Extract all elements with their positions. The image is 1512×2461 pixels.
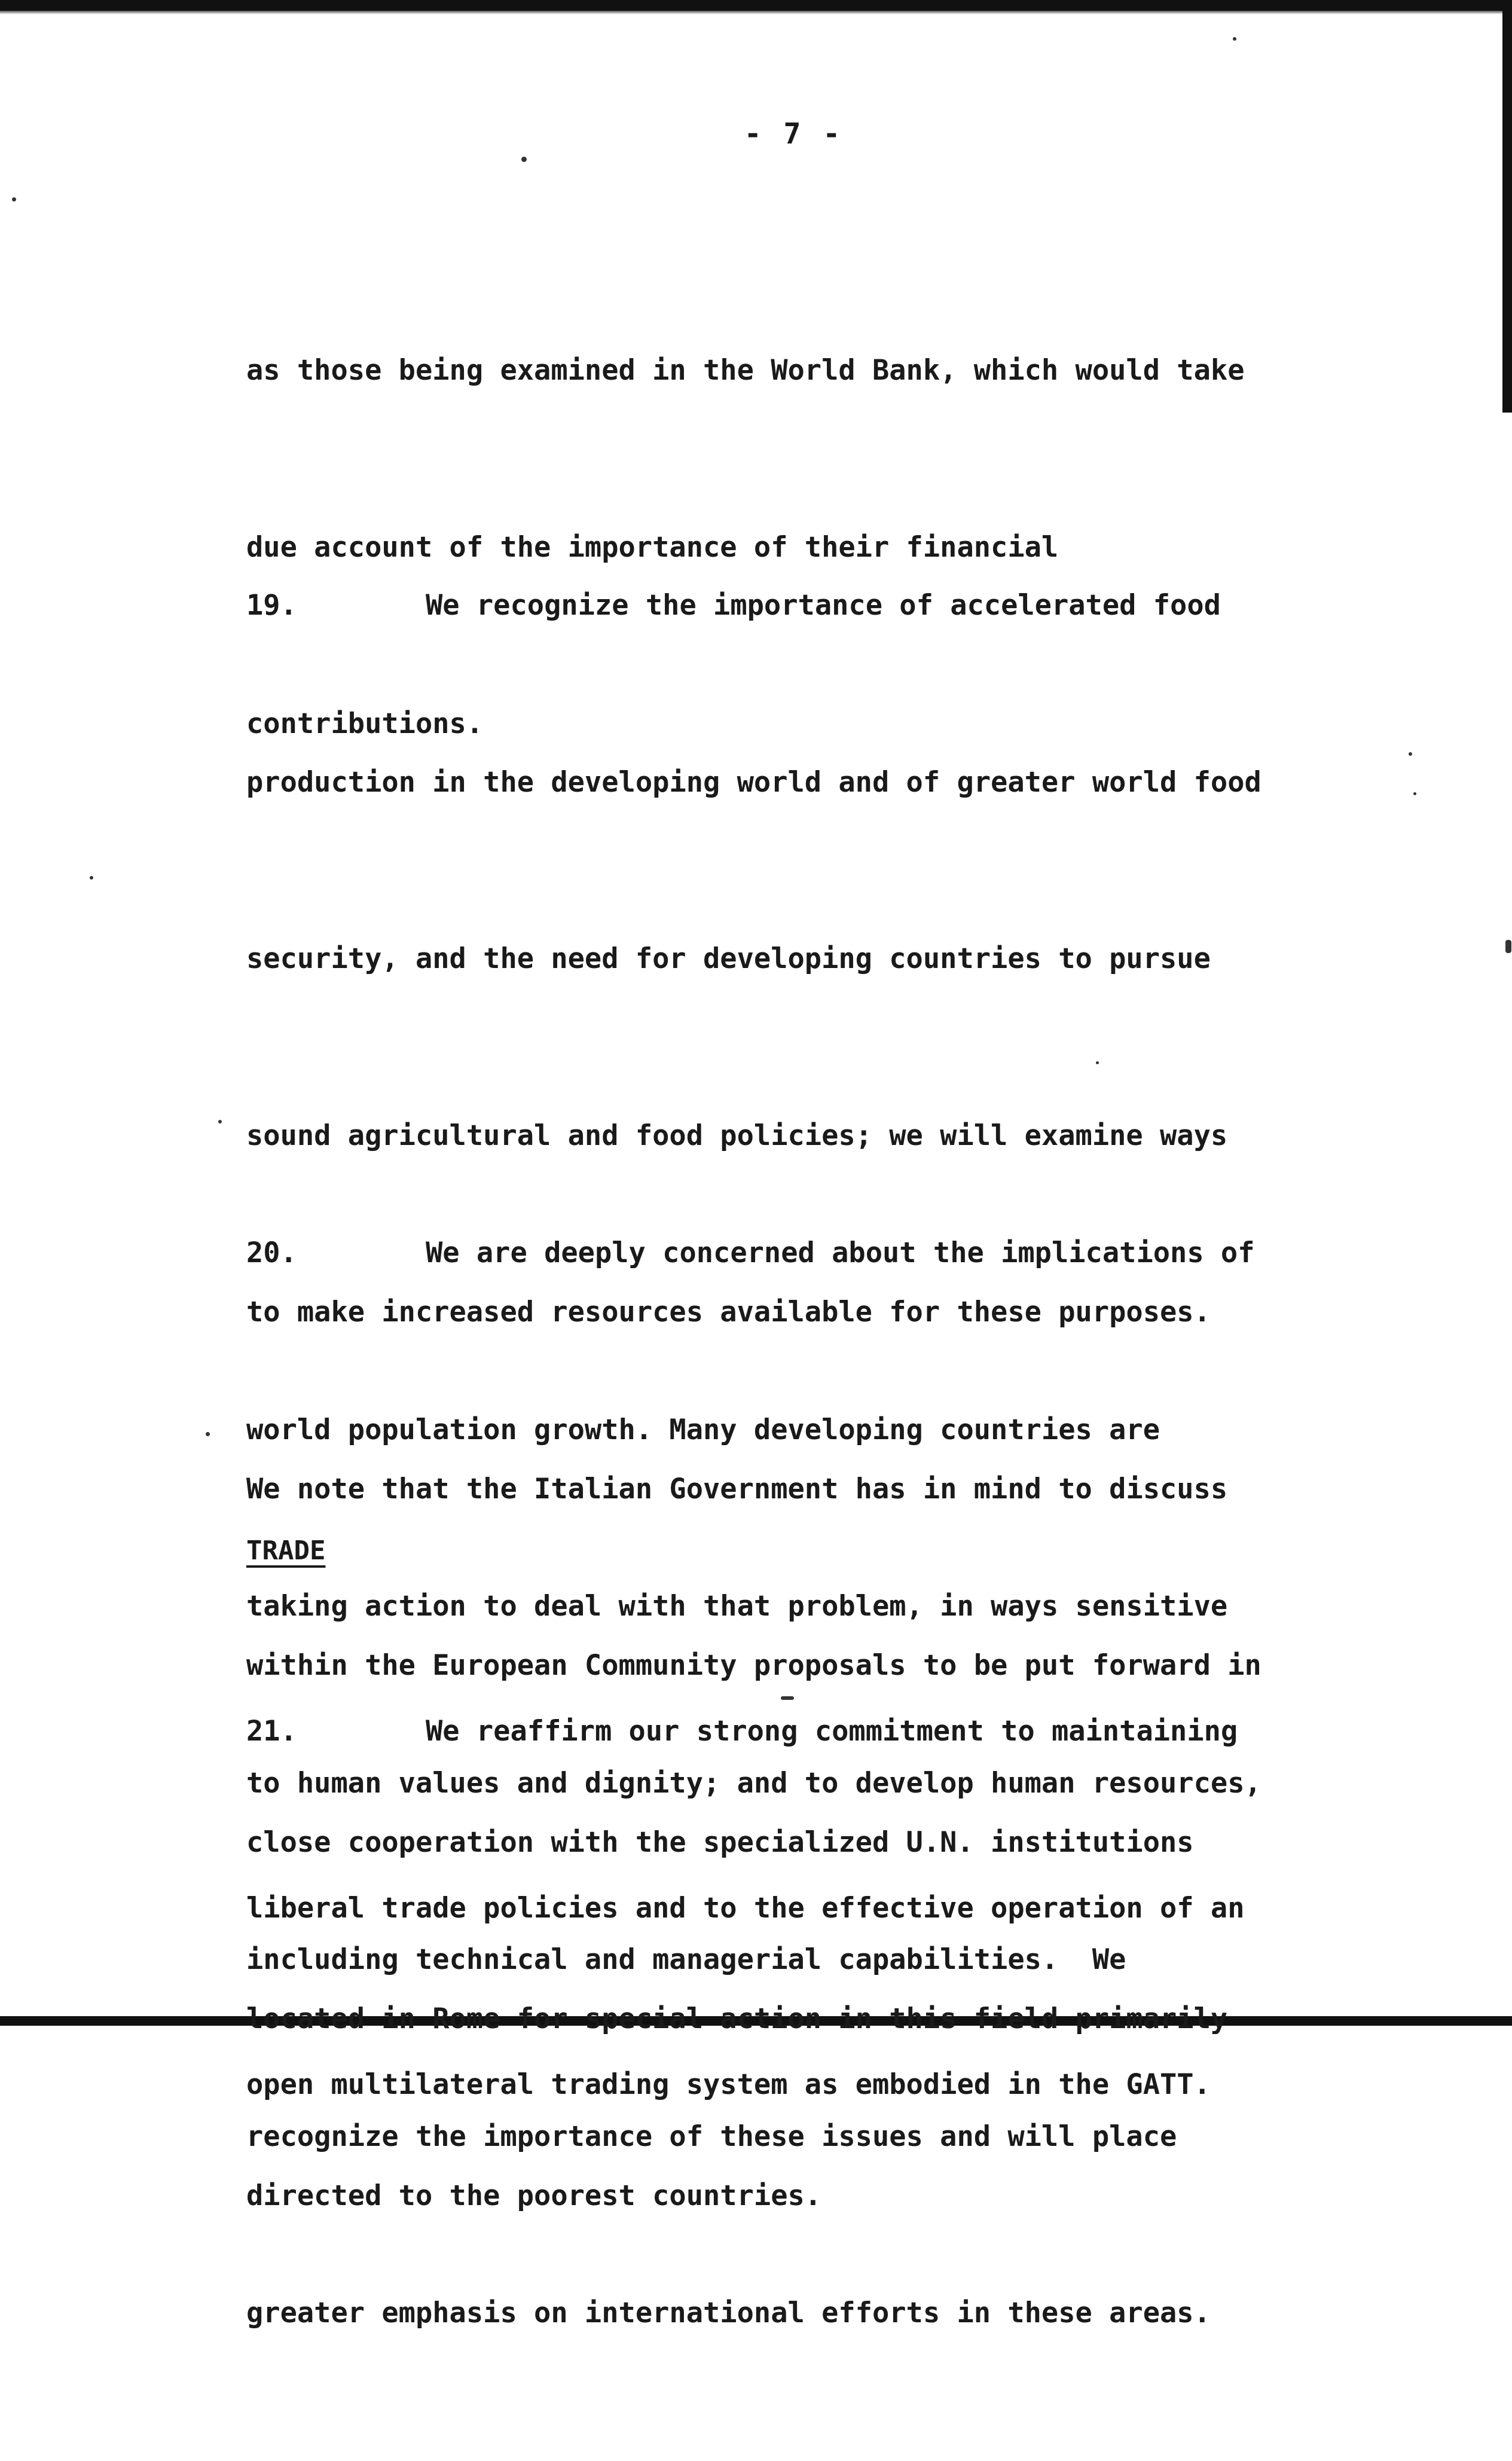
scan-right-border [1502,0,1512,413]
scan-speck [521,157,527,162]
text-line [246,1702,1358,1761]
text-line-content: We are deeply concerned about the implications of [426,1236,1255,1269]
text-line: We note that the Italian Government has in mind to discuss [246,1472,1228,1506]
scan-top-border-fade [0,11,1512,14]
paragraph-21 [246,1584,1358,2233]
text-line: to make increased resources available for these purposes. [246,1296,1211,1329]
text-line: as those being examined in the World Bank, which would take [246,354,1245,387]
text-line: directed to the poorest countries. [246,2179,822,2212]
scan-speck [1409,752,1412,756]
text-line: located in Rome for special action in this field primarily [246,2002,1228,2035]
text-line-content: We recognize the importance of accelerated food [426,589,1221,622]
text-line: due account of the importance of their financial [246,530,1059,564]
scan-speck [1505,940,1511,953]
scan-speck [12,197,16,201]
text-line: open multilateral trading system as embodied in the GATT. [246,2068,1211,2101]
text-line: recognize the importance of these issues and will place [246,2120,1177,2153]
scan-speck [1413,792,1416,795]
text-line: sound agricultural and food policies; we will examine ways [246,1119,1228,1152]
scan-speck [218,1120,222,1123]
text-line: production in the developing world and of greater world food [246,765,1261,799]
text-line: security, and the need for developing countries to pursue [246,942,1211,975]
text-line: contributions. [246,707,484,740]
text-line: liberal trade policies and to the effective operation of an [246,1891,1245,1925]
paragraph-number: 21. [246,1715,297,1748]
text-line: to human values and dignity; and to develop human resources, [246,1766,1261,1800]
paragraph-number: 20. [246,1236,297,1269]
text-line: including technical and managerial capabilities. We [246,1943,1126,1976]
scan-speck [90,876,93,880]
paragraph-number: 19. [246,589,297,622]
text-line: world population growth. Many developing countries are [246,1413,1160,1446]
scan-top-border [0,0,1512,11]
text-line: greater emphasis on international efforts in these areas. [246,2297,1211,2329]
text-line [246,1224,1358,1283]
text-line-content: We reaffirm our strong commitment to maintaining [426,1715,1238,1748]
text-line: taking action to deal with that problem, in ways sensitive [246,1590,1228,1623]
section-heading-trade: TRADE [246,1535,326,1566]
text-line: within the European Community proposals to be put forward in [246,1649,1261,1682]
scan-speck [206,1432,210,1436]
page-number: - 7 - [744,117,843,151]
text-line [246,576,1358,636]
text-line: close cooperation with the specialized U.N. institutions [246,1825,1194,1859]
scan-speck [1233,37,1236,41]
